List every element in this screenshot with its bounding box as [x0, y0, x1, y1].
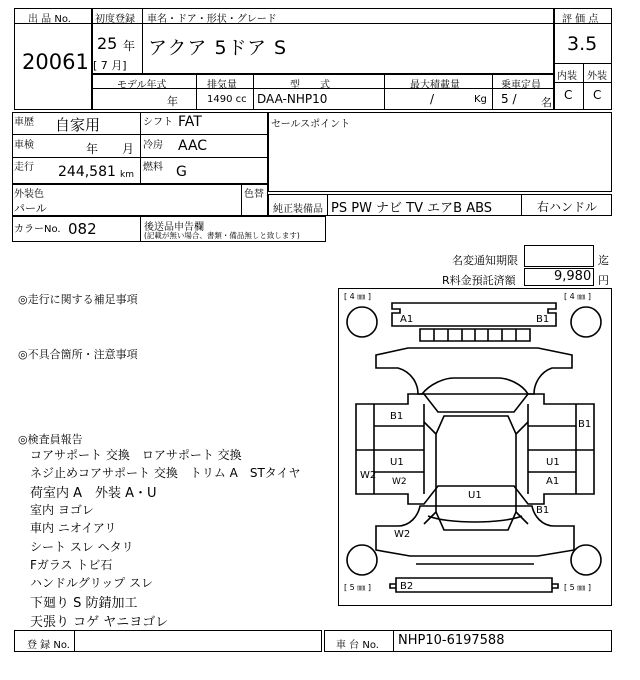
chassis-no: NHP10-6197588 [398, 633, 505, 648]
ac-value: AAC [178, 138, 208, 154]
tire-front-right [571, 307, 601, 337]
tire-depth-rear-left: [ 5 ㎜ ] [344, 583, 371, 592]
mark-front-bumper-right: B1 [536, 314, 550, 325]
mark-left-quarter: W2 [394, 529, 411, 540]
mark-left-front-fender: B1 [390, 411, 404, 422]
name-change-label: 名変通知期限 [452, 254, 518, 267]
front-bumper-outline [392, 303, 556, 326]
hood-outline [376, 348, 572, 394]
mark-front-bumper-left: A1 [400, 314, 414, 325]
shift-value: FAT [178, 114, 202, 130]
later-report-note: (記載が無い場合、書類・備品無しと致します) [144, 231, 300, 240]
reg-year: 25 [97, 34, 118, 53]
mark-right-rear-door: B1 [536, 505, 550, 516]
steering-value: 右ハンドル [537, 200, 598, 214]
type-value: DAA-NHP10 [257, 92, 328, 106]
mileage-unit: km [120, 170, 134, 180]
max-load-unit: Kg [474, 94, 487, 105]
tire-depth-rear-right: [ 5 ㎜ ] [564, 583, 591, 592]
model-year-label: モデル年式 [117, 80, 167, 91]
name-change-value-box [524, 245, 594, 267]
color-no-label: カラーNo. [14, 224, 61, 235]
reg-month: [ 7 月] [93, 59, 127, 72]
equipment-label: 純正装備品 [273, 204, 323, 215]
inspector-line: 室内 ヨゴレ [30, 503, 94, 517]
fuel-value: G [176, 164, 187, 180]
chassis-label: 車 台 No. [336, 640, 379, 651]
tire-depth-front-right: [ 4 ㎜ ] [564, 292, 591, 301]
later-report-label: 後送品申告欄 [144, 222, 204, 233]
lot-no-label: 出 品 No. [28, 14, 71, 25]
mileage-label: 走行 [14, 162, 34, 173]
exterior-label: 外装 [587, 71, 607, 82]
max-load-slash: / [430, 92, 435, 106]
inspector-report-label: ◎検査員報告 [18, 433, 83, 446]
rear-bumper-outline [396, 578, 552, 592]
defects-label: ◎不具合箇所・注意事項 [18, 348, 138, 361]
recycle-label: R料金預託済額 [442, 274, 516, 287]
first-reg-label: 初度登録 [95, 14, 135, 25]
car-damage-diagram [338, 288, 612, 606]
shift-label: シフト [143, 117, 173, 128]
ac-label: 冷房 [143, 140, 163, 151]
car-name: アクア 5ドア S [148, 37, 288, 59]
mark-right-front-door-a: A1 [546, 476, 560, 487]
tire-rear-right [571, 545, 601, 575]
color-label: 外装色 [14, 189, 44, 200]
displacement-value: 1490 cc [207, 94, 247, 105]
tire-rear-left [347, 545, 377, 575]
mark-right-front-fender: B1 [578, 419, 592, 430]
capacity-label: 乗車定員 [501, 80, 541, 91]
inspector-line: Fガラス トビ石 [30, 558, 113, 572]
fuel-label: 燃料 [143, 162, 163, 173]
color-box [12, 184, 268, 216]
inspector-line: 下廻り S 防錆加工 [30, 596, 138, 611]
score-value: 3.5 [567, 33, 598, 55]
tire-front-left [347, 307, 377, 337]
inspector-line: ネジ止めコアサポート 交換 トリム A STタイヤ [30, 466, 301, 480]
capacity-value: 5 / [501, 92, 517, 106]
inspection-label: 車検 [14, 140, 34, 151]
mark-left-door-w2: W2 [392, 477, 407, 487]
model-year-unit: 年 [167, 95, 178, 108]
recycle-value: 9,980 [554, 269, 592, 284]
roof-outline [436, 416, 516, 530]
mark-left-front-door-w: W2 [360, 470, 377, 481]
history-label: 車歴 [14, 117, 34, 128]
year-unit: 年 [123, 39, 136, 53]
inspector-line: シート スレ ヘタリ [30, 540, 134, 554]
tire-depth-front-left: [ 4 ㎜ ] [344, 292, 371, 301]
interior-label: 内装 [557, 71, 577, 82]
color-value: パール [14, 202, 47, 215]
exterior-grade: C [593, 88, 602, 102]
name-label: 車名・ドア・形状・グレード [147, 14, 277, 25]
mark-roof: U1 [468, 490, 482, 501]
inspection-month: 月 [122, 142, 135, 156]
inspector-line: コアサポート 交換 ロアサポート 交換 [30, 448, 242, 462]
inspector-line: 荷室内 A 外装 A・U [30, 486, 157, 501]
displacement-label: 排気量 [207, 80, 237, 91]
type-label: 型 式 [290, 80, 330, 91]
mark-rear-bumper: B2 [400, 581, 414, 592]
lot-no: 20061 [22, 50, 89, 74]
inspector-line: 車内 ニオイアリ [30, 521, 117, 535]
reg-no-label: 登 録 No. [27, 640, 70, 651]
equipment-value: PS PW ナビ TV エアB ABS [331, 201, 493, 216]
score-label: 評 価 点 [562, 14, 599, 25]
inspection-year: 年 [86, 142, 99, 156]
mark-left-front-door-u: U1 [390, 457, 404, 468]
capacity-unit: 名 [541, 96, 552, 109]
max-load-label: 最大積載量 [410, 80, 460, 91]
color-no-value: 082 [68, 220, 97, 238]
recycle-unit: 円 [598, 274, 609, 287]
interior-grade: C [564, 88, 573, 102]
driving-notes-label: ◎走行に関する補足事項 [18, 293, 138, 306]
history-value: 自家用 [55, 116, 101, 134]
sales-point-label: セールスポイント [271, 119, 351, 130]
inspector-line: ハンドルグリップ スレ [30, 576, 154, 590]
mileage-value: 244,581 [58, 164, 116, 180]
name-change-unit: 迄 [598, 254, 609, 267]
inspector-line: 天張り コゲ ヤニヨゴレ [30, 615, 169, 630]
mark-right-front-door-u: U1 [546, 457, 560, 468]
color-change-label: 色替 [244, 189, 264, 200]
